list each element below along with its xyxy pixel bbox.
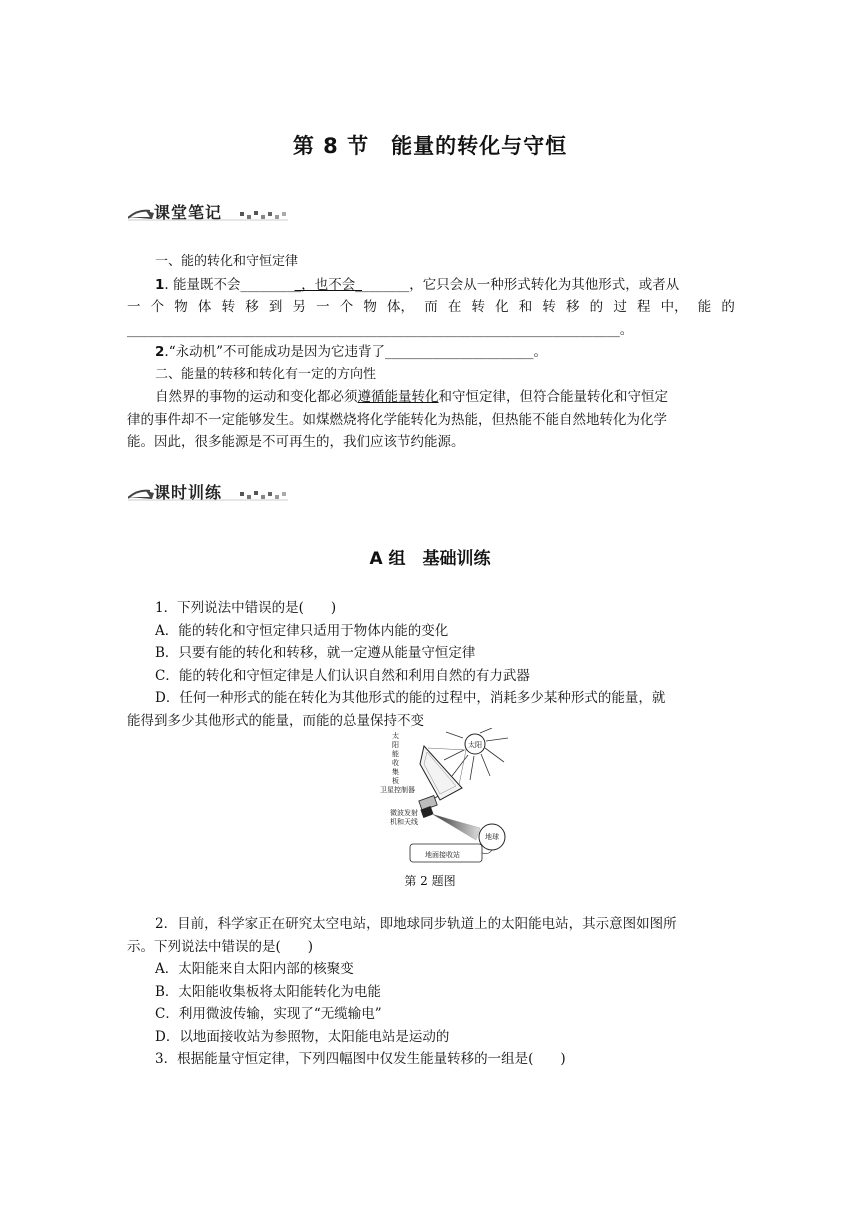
page-title: 第 8 节 能量的转化与守恒 (292, 134, 568, 158)
notes-item-1: 1. 能量既不会_________，也不会________，它只会从一种形式转化为其他形式，或者从 (155, 276, 680, 293)
notes-paragraph-line1: 自然界的事物的运动和变化都必须遵循能量转化和守恒定律，但符合能量转化和守恒定 (155, 389, 668, 405)
justified-char: 转 (542, 299, 556, 315)
banner-label: 课堂笔记 (154, 203, 223, 222)
notes-item-2: 2.“永动机”不可能成功是因为它违背了______________________。 (155, 344, 548, 360)
label-antenna-1: 微波发射 (390, 809, 418, 817)
justified-char: 体， (387, 299, 415, 315)
figure-caption: 第 2 题图 (404, 874, 456, 888)
option-c: C．能的转化和守恒定律是人们认识自然和利用自然的有力武器 (155, 667, 530, 684)
option-c: C．利用微波传输，实现了“无缆输电” (155, 1006, 382, 1022)
label-earth: 地球 (485, 833, 499, 841)
justified-char: 物 (174, 299, 188, 315)
label-controller: 卫星控制器 (380, 786, 415, 794)
panel-label-char: 阳 (392, 741, 399, 749)
question-1 (127, 597, 735, 732)
banner-label: 课时训练 (154, 483, 223, 502)
question-stem-cont: 示。下列说法中错误的是( ) (127, 938, 314, 955)
blank-field: ________ (240, 276, 295, 293)
justified-char: 另 (292, 299, 306, 315)
option-d: D．以地面接收站为参照物，太阳能电站是运动的 (155, 1028, 450, 1045)
label-antenna-2: 机和天线 (390, 818, 418, 826)
justified-char: 体 (197, 299, 212, 315)
justified-char: 而 (424, 299, 438, 315)
label-ground-station: 地面接收站 (425, 851, 460, 859)
option-b: B．太阳能收集板将太阳能转化为电能 (155, 983, 381, 1000)
justified-char: 一 (316, 299, 330, 315)
panel-label-char: 板 (392, 777, 399, 785)
blank-field: ______________________ (385, 344, 534, 360)
justified-char: 中， (660, 299, 688, 315)
notes-section (127, 251, 735, 454)
option-d-cont: 能得到多少其他形式的能量，而能的总量保持不变 (127, 712, 424, 729)
panel-label-char: 收 (392, 759, 399, 767)
panel-label-char: 能 (392, 750, 399, 758)
justified-char: 转 (471, 299, 485, 315)
justified-char: 化 (495, 299, 509, 315)
blank-field: _________________________________________________________________________ (127, 321, 620, 338)
option-a: A．太阳能来自太阳内部的核聚变 (155, 961, 354, 977)
group-title: A 组 基础训练 (369, 549, 491, 569)
underlined-phrase: 遵循能量转化 (357, 389, 439, 405)
label-sun: 太阳 (468, 741, 482, 749)
justified-char: 程 (636, 299, 651, 315)
justified-char: 一 (127, 299, 141, 315)
question-2 (127, 913, 735, 1071)
justified-char: 过 (613, 299, 627, 315)
notes-paragraph-line3: 能。因此，很多能源是不可再生的，我们应该节约能源。 (127, 434, 465, 450)
blank-field: _______ (362, 276, 410, 293)
justified-char: 的 (589, 299, 604, 315)
section-banner-training (128, 480, 298, 502)
option-a: A．能的转化和守恒定律只适用于物体内能的变化 (155, 622, 449, 639)
label-collector-panel (392, 732, 402, 786)
justified-char: 物 (363, 299, 377, 315)
notes-heading-2: 二、能量的转移和转化有一定的方向性 (155, 366, 377, 382)
justified-char: 能 (697, 299, 712, 315)
justified-char: 在 (447, 299, 462, 315)
notes-item-1-line2 (127, 296, 735, 319)
notes-item-1-line3: _________________________________________________________________________。 (127, 321, 634, 338)
question-stem: 1．下列说法中错误的是( ) (155, 600, 337, 616)
space-power-station-figure (380, 728, 515, 868)
notes-heading-1: 一、能的转化和守恒定律 (155, 254, 299, 269)
section-banner-notes (128, 200, 298, 222)
justified-char: 个 (339, 299, 354, 315)
question-stem: 2．目前，科学家正在研究太空电站，即地球同步轨道上的太阳能电站，其示意图如图所 (155, 916, 677, 932)
panel-label-char: 集 (392, 768, 399, 776)
justified-char: 移 (245, 299, 259, 315)
justified-char: 的 (721, 299, 735, 315)
panel-label-char: 太 (392, 732, 399, 740)
justified-char: 移 (566, 299, 580, 315)
question-3-stem: 3．根据能量守恒定律，下列四幅图中仅发生能量转移的一组是( ) (155, 1051, 566, 1067)
option-d: D．任何一种形式的能在转化为其他形式的能的过程中，消耗多少某种形式的能量，就 (155, 690, 666, 706)
justified-char: 转 (221, 299, 236, 315)
justified-char: 个 (150, 299, 165, 315)
justified-char: 到 (268, 299, 283, 315)
justified-char: 和 (518, 299, 533, 315)
notes-paragraph-line2: 律的事件却不一定能够发生。如煤燃烧将化学能转化为热能，但热能不能自然地转化为化学 (127, 411, 667, 428)
option-b: B．只要有能的转化和转移，就一定遵从能量守恒定律 (155, 645, 476, 661)
